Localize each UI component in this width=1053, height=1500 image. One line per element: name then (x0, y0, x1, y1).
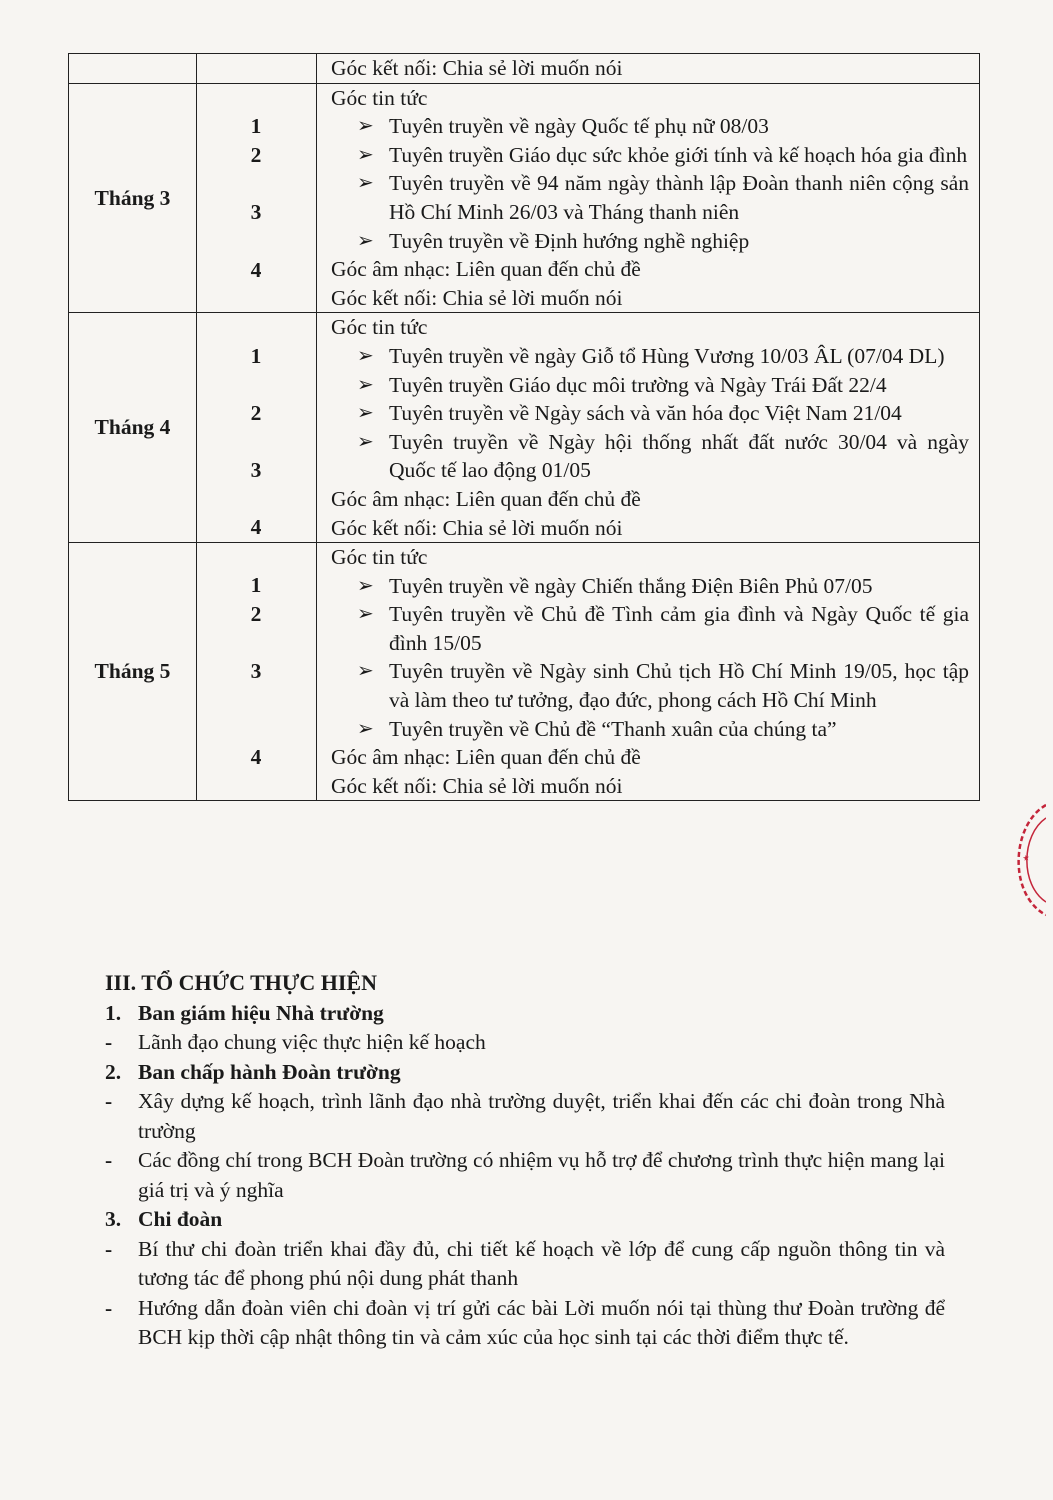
list-item (331, 169, 969, 226)
table-row (69, 54, 980, 84)
item-text: Tuyên truyền về ngày Giỗ tổ Hùng Vương 10/03 ÂL (07/04 DL) (389, 343, 945, 368)
subsection-number: 2. (105, 1059, 122, 1084)
subsection-number: 1. (105, 1000, 122, 1025)
news-corner-label: Góc tin tức (331, 315, 428, 340)
number-cell (197, 543, 317, 801)
item-text: Tuyên truyền về Ngày sách và văn hóa đọc Việt Nam 21/04 (389, 401, 902, 426)
list-item (331, 572, 969, 601)
arrowhead-icon: ➢ (357, 115, 374, 138)
item-number: 3 (250, 659, 262, 684)
item-text: Tuyên truyền Giáo dục môi trường và Ngày Trái Đất 22/4 (389, 372, 887, 397)
item-number: 2 (250, 401, 262, 426)
item-number: 2 (250, 602, 262, 627)
content-cell (317, 313, 980, 543)
item-text: Tuyên truyền về Ngày hội thống nhất đất nước 30/04 và ngày Quốc tế lao động 01/05 (389, 429, 969, 483)
arrowhead-icon: ➢ (357, 430, 374, 453)
dash-bullet: - (105, 1030, 113, 1054)
item-text: Bí thư chi đoàn triển khai đầy đủ, chi tiết kế hoạch về lớp để cung cấp nguồn thông tin và tương tác để phong phú nội dung phát thanh (138, 1236, 945, 1290)
arrowhead-icon: ➢ (357, 574, 374, 597)
item-number: 3 (250, 458, 262, 483)
list-item (331, 112, 969, 141)
item-number: 4 (250, 745, 262, 770)
number-cell (197, 313, 317, 543)
table-row (69, 543, 980, 801)
music-corner-label: Góc âm nhạc: Liên quan đến chủ đề (331, 486, 641, 511)
arrowhead-icon: ➢ (357, 344, 374, 367)
arrowhead-icon: ➢ (357, 172, 374, 195)
implementation-section (105, 968, 945, 1353)
item-text: Tuyên truyền về Ngày sinh Chủ tịch Hồ Chí Minh 19/05, học tập và làm theo tư tưởng, đạo đức, phong cách Hồ Chí Minh (389, 659, 969, 713)
dash-bullet: - (105, 1295, 113, 1320)
arrowhead-icon: ➢ (357, 717, 374, 740)
subsection-number: 3. (105, 1207, 122, 1231)
subsection-title: Ban chấp hành Đoàn trường (138, 1059, 401, 1084)
connect-corner-label: Góc kết nối: Chia sẻ lời muốn nói (331, 773, 623, 798)
list-item (331, 600, 969, 657)
list-item (331, 428, 969, 485)
news-corner-label: Góc tin tức (331, 85, 428, 110)
item-text: Hướng dẫn đoàn viên chi đoàn vị trí gửi các bài Lời muốn nói tại thùng thư Đoàn trường để BCH kịp thời cập nhật thông tin và cảm xúc của học sinh tại các thời điểm thực tế. (138, 1295, 945, 1349)
number-cell (197, 83, 317, 313)
list-item (331, 141, 969, 170)
item-text: Tuyên truyền về Chủ đề Tình cảm gia đình và Ngày Quốc tế gia đình 15/05 (389, 602, 969, 655)
content-cell (317, 83, 980, 313)
subsection-title: Ban giám hiệu Nhà trường (138, 1000, 384, 1025)
connect-corner-label: Góc kết nối: Chia sẻ lời muốn nói (331, 56, 623, 80)
arrowhead-icon: ➢ (357, 603, 374, 626)
content-cell (317, 54, 980, 84)
arrowhead-icon: ➢ (357, 229, 374, 252)
news-corner-label: Góc tin tức (331, 545, 428, 570)
list-item (331, 371, 969, 400)
arrowhead-icon: ➢ (357, 373, 374, 396)
dash-bullet: - (105, 1148, 113, 1172)
connect-corner-label: Góc kết nối: Chia sẻ lời muốn nói (331, 515, 623, 540)
item-number: 4 (250, 257, 262, 282)
subsection-heading (105, 999, 945, 1029)
dash-bullet: - (105, 1236, 113, 1261)
list-item (331, 399, 969, 428)
music-corner-label: Góc âm nhạc: Liên quan đến chủ đề (331, 257, 641, 282)
item-text: Tuyên truyền về Chủ đề “Thanh xuân của chúng ta” (389, 716, 837, 741)
item-number: 1 (250, 344, 262, 369)
dash-bullet: - (105, 1089, 113, 1113)
table-row (69, 313, 980, 543)
item-text: Tuyên truyền về Định hướng nghề nghiệp (389, 228, 750, 253)
list-item (105, 1087, 945, 1146)
month-label: Tháng 3 (69, 83, 197, 313)
section-heading: III. TỔ CHỨC THỰC HIỆN (105, 970, 377, 995)
item-text: Xây dựng kế hoạch, trình lãnh đạo nhà trường duyệt, triển khai đến các chi đoàn trong Nhà trường (138, 1089, 945, 1143)
list-item (105, 1028, 945, 1058)
item-text: Tuyên truyền về ngày Chiến thắng Điện Biên Phủ 07/05 (389, 573, 873, 598)
item-number: 2 (250, 142, 262, 167)
table-row (69, 83, 980, 313)
month-label: Tháng 4 (69, 313, 197, 543)
item-text: Tuyên truyền về ngày Quốc tế phụ nữ 08/03 (389, 114, 769, 139)
list-item (331, 657, 969, 714)
content-cell (317, 543, 980, 801)
arrowhead-icon: ➢ (357, 143, 374, 166)
subsection-heading (105, 1205, 945, 1235)
red-seal-icon (1006, 800, 1046, 920)
item-text: Lãnh đạo chung việc thực hiện kế hoạch (138, 1030, 486, 1054)
list-item (105, 1235, 945, 1294)
arrowhead-icon: ➢ (357, 660, 374, 683)
subsection-title: Chi đoàn (138, 1207, 223, 1231)
music-corner-label: Góc âm nhạc: Liên quan đến chủ đề (331, 745, 641, 770)
item-number: 1 (250, 573, 262, 598)
item-text: Tuyên truyền Giáo dục sức khỏe giới tính và kế hoạch hóa gia đình (389, 142, 968, 167)
list-item (331, 227, 969, 256)
month-label: Tháng 5 (69, 543, 197, 801)
subsection-heading (105, 1058, 945, 1088)
item-number: 4 (250, 515, 262, 540)
month-cell (69, 54, 197, 84)
item-number: 1 (250, 113, 262, 138)
connect-corner-label: Góc kết nối: Chia sẻ lời muốn nói (331, 285, 623, 310)
list-item (105, 1294, 945, 1353)
item-text: Tuyên truyền về 94 năm ngày thành lập Đoàn thanh niên cộng sản Hồ Chí Minh 26/03 và Tháng thanh niên (389, 171, 969, 224)
arrowhead-icon: ➢ (357, 402, 374, 425)
list-item (331, 715, 969, 744)
list-item (331, 342, 969, 371)
item-text: Các đồng chí trong BCH Đoàn trường có nhiệm vụ hỗ trợ để chương trình thực hiện mang lại giá trị và ý nghĩa (138, 1148, 945, 1202)
item-number: 3 (250, 199, 262, 224)
schedule-table (68, 53, 980, 801)
number-cell (197, 54, 317, 84)
list-item (105, 1146, 945, 1205)
svg-text:★: ★ (1021, 853, 1032, 863)
